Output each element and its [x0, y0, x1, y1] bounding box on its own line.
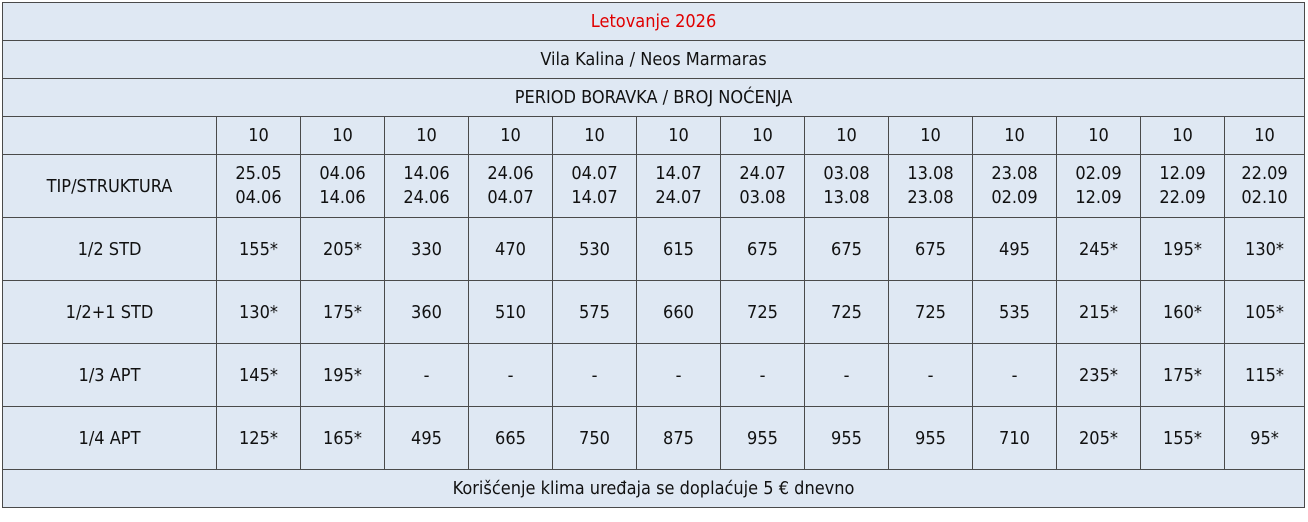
period-to: 03.08 — [739, 187, 786, 208]
period-dates-cell — [973, 155, 1057, 218]
period-to: 02.09 — [991, 187, 1038, 208]
price-cell: 955 — [805, 407, 889, 470]
price-cell: 130* — [217, 281, 301, 344]
price-cell: 175* — [1141, 344, 1225, 407]
price-cell: 535 — [973, 281, 1057, 344]
period-to: 13.08 — [823, 187, 870, 208]
price-table-container — [2, 2, 1304, 508]
table-row — [3, 407, 1305, 470]
price-cell: 195* — [301, 344, 385, 407]
price-cell: 955 — [889, 407, 973, 470]
price-cell: 245* — [1057, 218, 1141, 281]
period-dates-cell — [553, 155, 637, 218]
table-row — [3, 344, 1305, 407]
room-type-cell: 1/3 APT — [3, 344, 217, 407]
price-cell: 215* — [1057, 281, 1141, 344]
period-to: 04.07 — [487, 187, 534, 208]
price-cell: 675 — [805, 218, 889, 281]
price-cell: 205* — [301, 218, 385, 281]
price-cell: 160* — [1141, 281, 1225, 344]
period-to: 22.09 — [1159, 187, 1206, 208]
price-cell: - — [385, 344, 469, 407]
price-cell: 750 — [553, 407, 637, 470]
price-cell: 660 — [637, 281, 721, 344]
nights-cell: 10 — [553, 117, 637, 155]
price-cell: 105* — [1225, 281, 1305, 344]
nights-cell: 10 — [721, 117, 805, 155]
table-row — [3, 281, 1305, 344]
period-from: 04.07 — [571, 163, 618, 184]
room-type-cell: 1/4 APT — [3, 407, 217, 470]
price-cell: 330 — [385, 218, 469, 281]
hotel-name: Vila Kalina / Neos Marmaras — [3, 41, 1305, 79]
period-from: 25.05 — [235, 163, 282, 184]
dates-row — [3, 155, 1305, 218]
nights-cell: 10 — [637, 117, 721, 155]
nights-cell: 10 — [469, 117, 553, 155]
price-cell: - — [721, 344, 805, 407]
price-cell: 675 — [889, 218, 973, 281]
hotel-row — [3, 41, 1305, 79]
period-to: 04.06 — [235, 187, 282, 208]
period-dates-cell — [301, 155, 385, 218]
period-from: 22.09 — [1241, 163, 1288, 184]
nights-cell: 10 — [1225, 117, 1305, 155]
period-from: 13.08 — [907, 163, 954, 184]
price-cell: 530 — [553, 218, 637, 281]
period-from: 14.07 — [655, 163, 702, 184]
period-from: 14.06 — [403, 163, 450, 184]
price-cell: 125* — [217, 407, 301, 470]
period-to: 14.06 — [319, 187, 366, 208]
price-cell: 155* — [1141, 407, 1225, 470]
price-cell: 495 — [385, 407, 469, 470]
period-dates-cell — [805, 155, 889, 218]
period-dates-cell — [1141, 155, 1225, 218]
price-cell: 165* — [301, 407, 385, 470]
period-to: 23.08 — [907, 187, 954, 208]
nights-cell: 10 — [1141, 117, 1225, 155]
nights-cell: 10 — [1057, 117, 1141, 155]
period-dates-cell — [1225, 155, 1305, 218]
price-cell: - — [805, 344, 889, 407]
price-cell: 510 — [469, 281, 553, 344]
price-cell: - — [637, 344, 721, 407]
period-dates-cell — [637, 155, 721, 218]
room-type-cell: 1/2 STD — [3, 218, 217, 281]
nights-cell: 10 — [889, 117, 973, 155]
period-header: PERIOD BORAVKA / BROJ NOĆENJA — [3, 79, 1305, 117]
price-cell: 205* — [1057, 407, 1141, 470]
nights-cell: 10 — [301, 117, 385, 155]
room-type-cell: 1/2+1 STD — [3, 281, 217, 344]
price-cell: 665 — [469, 407, 553, 470]
price-cell: - — [889, 344, 973, 407]
period-from: 04.06 — [319, 163, 366, 184]
price-cell: 495 — [973, 218, 1057, 281]
period-from: 12.09 — [1159, 163, 1206, 184]
price-cell: - — [553, 344, 637, 407]
period-dates-cell — [1057, 155, 1141, 218]
price-cell: 675 — [721, 218, 805, 281]
nights-cell: 10 — [805, 117, 889, 155]
price-body — [3, 218, 1305, 470]
title-row — [3, 3, 1305, 41]
price-cell: 725 — [889, 281, 973, 344]
price-cell: 145* — [217, 344, 301, 407]
price-cell: 115* — [1225, 344, 1305, 407]
table-row — [3, 218, 1305, 281]
period-from: 24.07 — [739, 163, 786, 184]
price-cell: 155* — [217, 218, 301, 281]
period-dates-cell — [469, 155, 553, 218]
period-from: 03.08 — [823, 163, 870, 184]
price-cell: - — [469, 344, 553, 407]
footer-row — [3, 470, 1305, 508]
period-to: 02.10 — [1241, 187, 1288, 208]
price-cell: 360 — [385, 281, 469, 344]
period-from: 02.09 — [1075, 163, 1122, 184]
price-cell: 875 — [637, 407, 721, 470]
price-cell: - — [973, 344, 1057, 407]
price-cell: 710 — [973, 407, 1057, 470]
period-dates-cell — [385, 155, 469, 218]
price-cell: 175* — [301, 281, 385, 344]
price-cell: 615 — [637, 218, 721, 281]
period-to: 24.07 — [655, 187, 702, 208]
nights-cell: 10 — [217, 117, 301, 155]
period-header-row — [3, 79, 1305, 117]
price-cell: 470 — [469, 218, 553, 281]
period-to: 14.07 — [571, 187, 618, 208]
price-cell: 575 — [553, 281, 637, 344]
period-from: 23.08 — [991, 163, 1038, 184]
type-header: TIP/STRUKTURA — [3, 155, 217, 218]
price-cell: 95* — [1225, 407, 1305, 470]
price-cell: 725 — [721, 281, 805, 344]
nights-cell: 10 — [385, 117, 469, 155]
period-to: 12.09 — [1075, 187, 1122, 208]
nights-corner-cell — [3, 117, 217, 155]
price-cell: 130* — [1225, 218, 1305, 281]
price-cell: 235* — [1057, 344, 1141, 407]
price-cell: 725 — [805, 281, 889, 344]
nights-row — [3, 117, 1305, 155]
period-dates-cell — [889, 155, 973, 218]
period-from: 24.06 — [487, 163, 534, 184]
period-dates-cell — [217, 155, 301, 218]
price-table — [2, 2, 1305, 508]
nights-cell: 10 — [973, 117, 1057, 155]
period-to: 24.06 — [403, 187, 450, 208]
period-dates-cell — [721, 155, 805, 218]
table-title: Letovanje 2026 — [3, 3, 1305, 41]
footer-note: Korišćenje klima uređaja se doplaćuje 5 € dnevno — [3, 470, 1305, 508]
price-cell: 195* — [1141, 218, 1225, 281]
price-cell: 955 — [721, 407, 805, 470]
